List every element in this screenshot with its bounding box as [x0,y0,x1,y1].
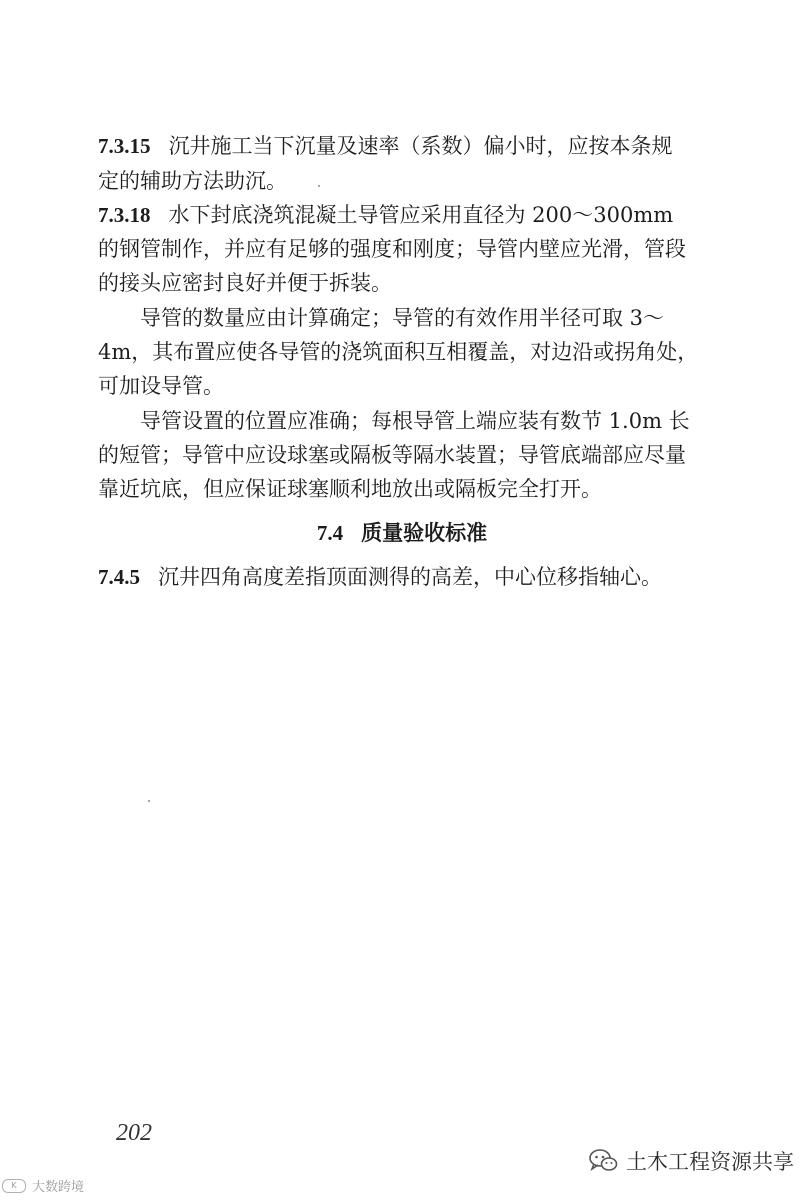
clause-7-3-15-line-1 [98,130,673,162]
watermark-logo-icon: K [2,1179,26,1193]
scan-speck [148,800,150,802]
clause-text: 沉井四角高度差指顶面测得的高差，中心位移指轴心。 [158,565,662,589]
watermark-right-text: 土木工程资源共享 [626,1150,794,1174]
section-heading [0,517,804,549]
section-title: 质量验收标准 [361,520,488,545]
scan-speck [318,185,320,187]
paragraph-conduit-position-line-2: 的短管；导管中应设球塞或隔板等隔水装置；导管底端部应尽量 [98,443,686,467]
watermark-left-text: 大数跨境 [32,1180,85,1195]
clause-number: 7.3.15 [98,134,151,158]
paragraph-conduit-count-line-3: 可加设导管。 [98,374,224,398]
clause-7-3-18-line-3: 的接头应密封良好并便于拆装。 [98,271,392,295]
clause-7-4-5 [98,561,662,593]
paragraph-conduit-position-line-3: 靠近坑底，但应保证球塞顺利地放出或隔板完全打开。 [98,477,602,501]
clause-number: 7.3.18 [98,203,151,227]
clause-text: 沉井施工当下沉量及速率（系数）偏小时，应按本条规 [168,134,673,158]
watermark-left [2,1176,84,1195]
section-number: 7.4 [316,521,344,545]
clause-7-3-18-line-1 [98,199,673,231]
clause-7-3-18-line-2: 的钢管制作，并应有足够的强度和刚度；导管内壁应光滑，管段 [98,237,686,261]
watermark-right [588,1146,794,1176]
page-number: 202 [116,1120,152,1146]
paragraph-conduit-position-line-1: 导管设置的位置应准确；每根导管上端应装有数节 1.0m 长 [140,409,690,433]
wechat-icon [588,1148,618,1174]
clause-number: 7.4.5 [98,565,140,589]
paragraph-conduit-count-line-1: 导管的数量应由计算确定；导管的有效作用半径可取 3～ [140,306,665,330]
clause-7-3-15-line-2: 定的辅助方法助沉。 [98,169,287,193]
paragraph-conduit-count-line-2: 4m，其布置应使各导管的浇筑面积互相覆盖，对边沿或拐角处， [98,340,699,364]
clause-text: 水下封底浇筑混凝土导管应采用直径为 200～300mm [168,203,674,227]
